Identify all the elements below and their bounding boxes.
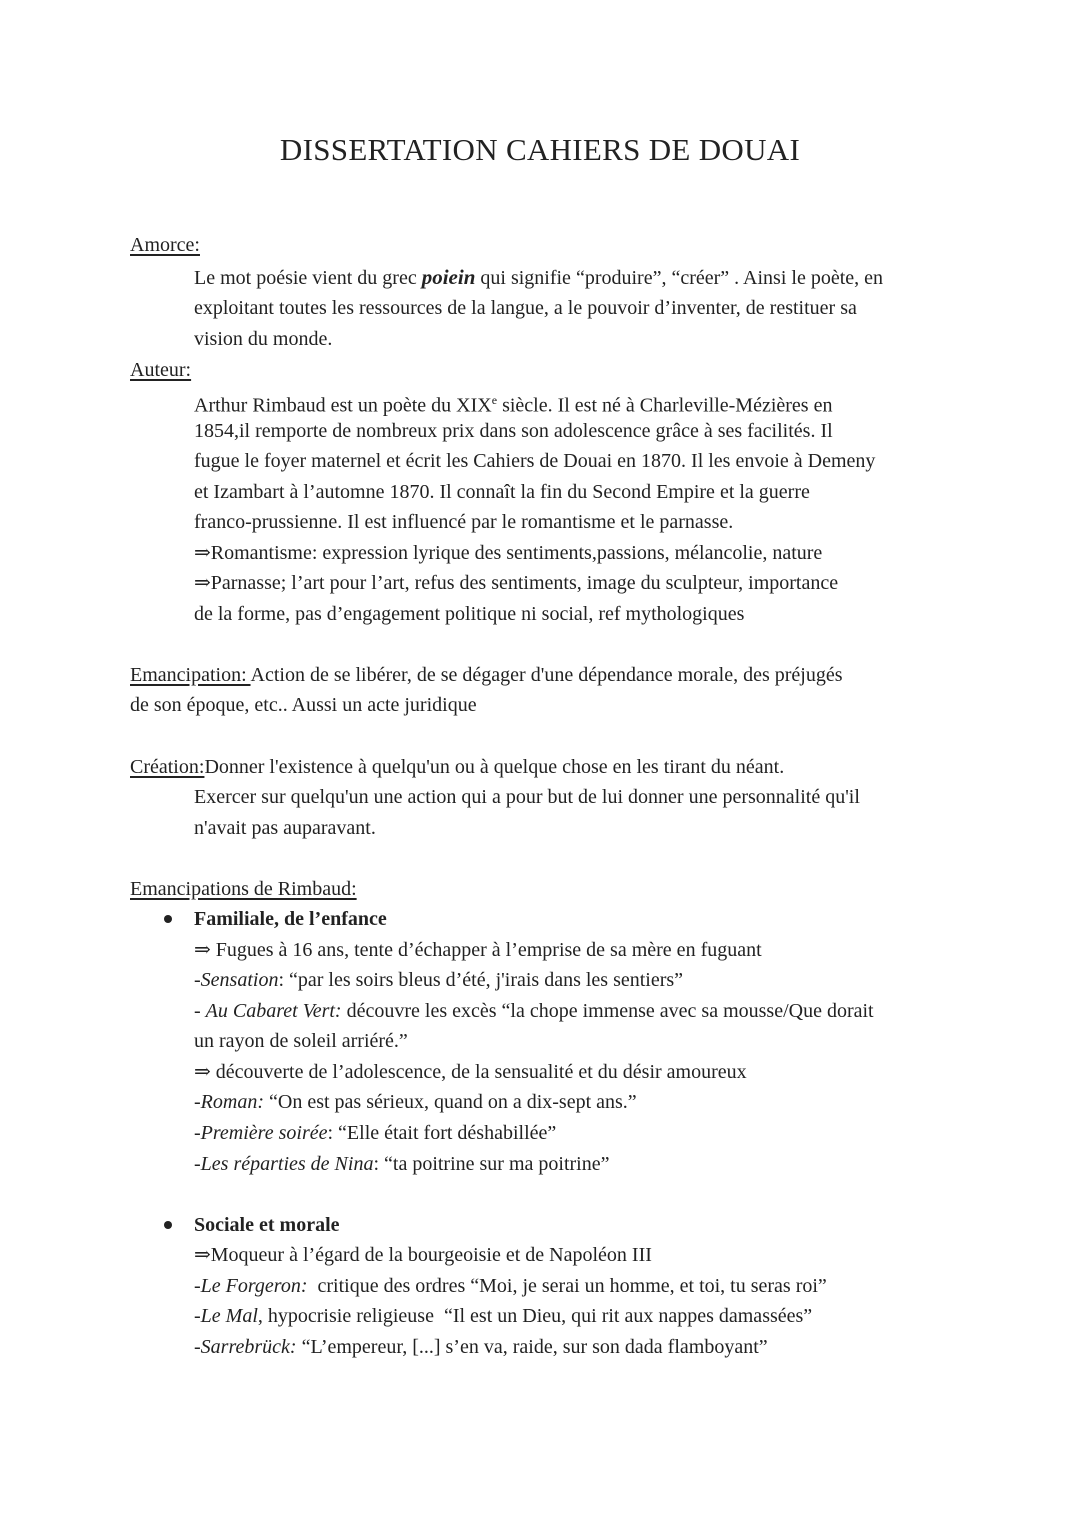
- auteur-line-4: et Izambart à l’automne 1870. Il connaît la fin du Second Empire et la guerre: [194, 481, 810, 503]
- creation-definition-line-2: Exercer sur quelqu'un une action qui a pour but de lui donner une personnalité qu'il: [194, 786, 860, 808]
- document-title: DISSERTATION CAHIERS DE DOUAI: [279, 132, 801, 167]
- auteur-line-6: ⇒Romantisme: expression lyrique des sentiments,passions, mélancolie, nature: [194, 542, 823, 564]
- emancipations-heading: Emancipations de Rimbaud:: [130, 878, 357, 900]
- creation-definition-line-1: Création:Donner l'existence à quelqu'un ou à quelque chose en les tirant du néant.: [130, 756, 785, 778]
- amorce-line-3: vision du monde.: [194, 328, 333, 350]
- familiale-line-5: ⇒ découverte de l’adolescence, de la sensualité et du désir amoureux: [194, 1061, 747, 1083]
- creation-term: Création:: [130, 756, 205, 778]
- amorce-line-1: Le mot poésie vient du grec poiein qui signifie “produire”, “créer” . Ainsi le poète, en: [194, 265, 884, 289]
- sociale-line-3: -Le Mal, hypocrisie religieuse “Il est un Dieu, qui rit aux nappes damassées”: [194, 1305, 813, 1327]
- auteur-heading: Auteur:: [130, 359, 192, 381]
- auteur-line-3: fugue le foyer maternel et écrit les Cahiers de Douai en 1870. Il les envoie à Demeny: [194, 450, 876, 472]
- emancipation-definition-line-1: Emancipation: Action de se libérer, de se dégager d'une dépendance morale, des préjugés: [130, 664, 843, 686]
- auteur-line-5: franco-prussienne. Il est influencé par le romantisme et le parnasse.: [194, 511, 734, 533]
- bullet-icon: [164, 915, 172, 923]
- familiale-line-7: -Première soirée: “Elle était fort déshabillée”: [194, 1122, 557, 1144]
- amorce-heading: Amorce:: [130, 234, 200, 256]
- auteur-line-2: 1854,il remporte de nombreux prix dans son adolescence grâce à ses facilités. Il: [194, 420, 833, 442]
- auteur-line-7: ⇒Parnasse; l’art pour l’art, refus des sentiments, image du sculpteur, importance: [194, 572, 839, 594]
- bullet-icon: [164, 1221, 172, 1229]
- sociale-line-1: ⇒Moqueur à l’égard de la bourgeoisie et de Napoléon III: [194, 1244, 652, 1266]
- auteur-line-1: Arthur Rimbaud est un poète du XIXe siècle. Il est né à Charleville-Mézières en: [194, 393, 833, 417]
- familiale-line-6: -Roman: “On est pas sérieux, quand on a dix-sept ans.”: [194, 1091, 637, 1113]
- sociale-title: Sociale et morale: [194, 1214, 340, 1236]
- creation-definition-line-3: n'avait pas auparavant.: [194, 817, 376, 839]
- sociale-line-2: -Le Forgeron: critique des ordres “Moi, je serai un homme, et toi, tu seras roi”: [194, 1275, 827, 1297]
- familiale-line-2: -Sensation: “par les soirs bleus d’été, j'irais dans les sentiers”: [194, 969, 684, 991]
- sociale-line-4: -Sarrebrück: “L’empereur, [...] s’en va, raide, sur son dada flamboyant”: [194, 1336, 768, 1358]
- auteur-line-8: de la forme, pas d’engagement politique ni social, ref mythologiques: [194, 603, 745, 625]
- familiale-title: Familiale, de l’enfance: [194, 908, 387, 930]
- familiale-line-4: un rayon de soleil arriéré.”: [194, 1030, 408, 1052]
- poiein-term: poiein: [421, 265, 476, 289]
- amorce-line-2: exploitant toutes les ressources de la langue, a le pouvoir d’inventer, de restituer sa: [194, 297, 857, 319]
- emancipation-definition-line-2: de son époque, etc.. Aussi un acte juridique: [130, 694, 477, 716]
- familiale-line-8: -Les réparties de Nina: “ta poitrine sur ma poitrine”: [194, 1153, 610, 1175]
- emancipation-term: Emancipation:: [130, 664, 251, 686]
- familiale-line-1: ⇒ Fugues à 16 ans, tente d’échapper à l’emprise de sa mère en fuguant: [194, 939, 762, 961]
- familiale-line-3: - Au Cabaret Vert: découvre les excès “la chope immense avec sa mousse/Que dorait: [194, 1000, 874, 1022]
